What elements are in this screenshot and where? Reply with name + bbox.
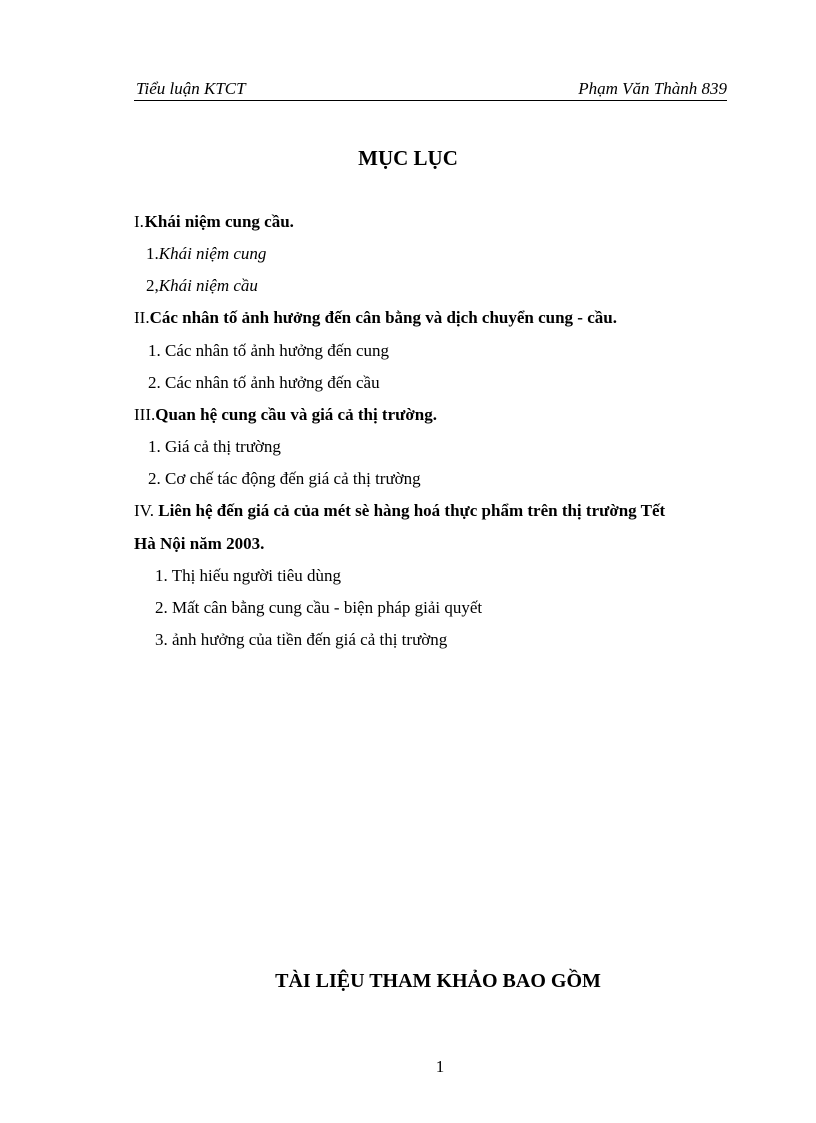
toc-item-4-1: 1. Thị hiếu người tiêu dùng — [155, 566, 341, 585]
toc-item-4-3: 3. ảnh hưởng của tiền đến giá cả thị trường — [155, 630, 448, 649]
toc-section-4-text-line2: Hà Nội năm 2003. — [134, 534, 265, 553]
page-title: MỤC LỤC — [358, 146, 458, 170]
toc-section-2-num: II. — [134, 308, 150, 327]
toc-item-1-2-text: Khái niệm cầu — [158, 276, 258, 295]
toc-section-4-num: IV. — [134, 501, 154, 520]
toc-section-1-text: Khái niệm cung cầu. — [144, 212, 294, 231]
toc-item-2-2: 2. Các nhân tố ảnh hưởng đến cầu — [148, 373, 380, 392]
toc-section-2 — [134, 308, 617, 328]
page-number: 1 — [435, 1057, 445, 1076]
toc-section-3-text: Quan hệ cung cầu và giá cả thị trường. — [155, 405, 437, 424]
toc-section-1 — [134, 212, 294, 232]
toc-item-2-1: 1. Các nhân tố ảnh hưởng đến cung — [148, 341, 390, 360]
toc-section-3 — [134, 405, 437, 425]
toc-item-1-2 — [146, 276, 258, 296]
toc-item-1-2-num: 2, — [146, 276, 159, 295]
toc-section-1-num: I. — [134, 212, 144, 231]
references-heading: TÀI LIỆU THAM KHẢO BAO GỒM — [275, 970, 601, 992]
toc-section-2-text: Các nhân tố ảnh hưởng đến cân bằng và dịch chuyển cung - cầu. — [149, 308, 617, 327]
toc-item-1-1-num: 1. — [146, 244, 159, 263]
header-left: Tiểu luận KTCT — [136, 79, 246, 98]
toc-item-3-2: 2. Cơ chế tác động đến giá cả thị trường — [148, 469, 421, 488]
toc-section-4 — [134, 501, 665, 521]
toc-section-3-num: III. — [134, 405, 156, 424]
toc-item-3-1: 1. Giá cả thị trường — [148, 437, 281, 456]
toc-item-4-2: 2. Mất cân bằng cung cầu - biện pháp giải quyết — [155, 598, 483, 617]
page-header — [134, 78, 727, 101]
toc-section-4-text-line1: Liên hệ đến giá cả của mét sè hàng hoá thực phẩm trên thị trường Tết — [158, 501, 666, 520]
toc-item-1-1-text: Khái niệm cung — [158, 244, 267, 263]
header-right: Phạm Văn Thành 839 — [578, 79, 727, 98]
toc-item-1-1 — [146, 244, 266, 264]
